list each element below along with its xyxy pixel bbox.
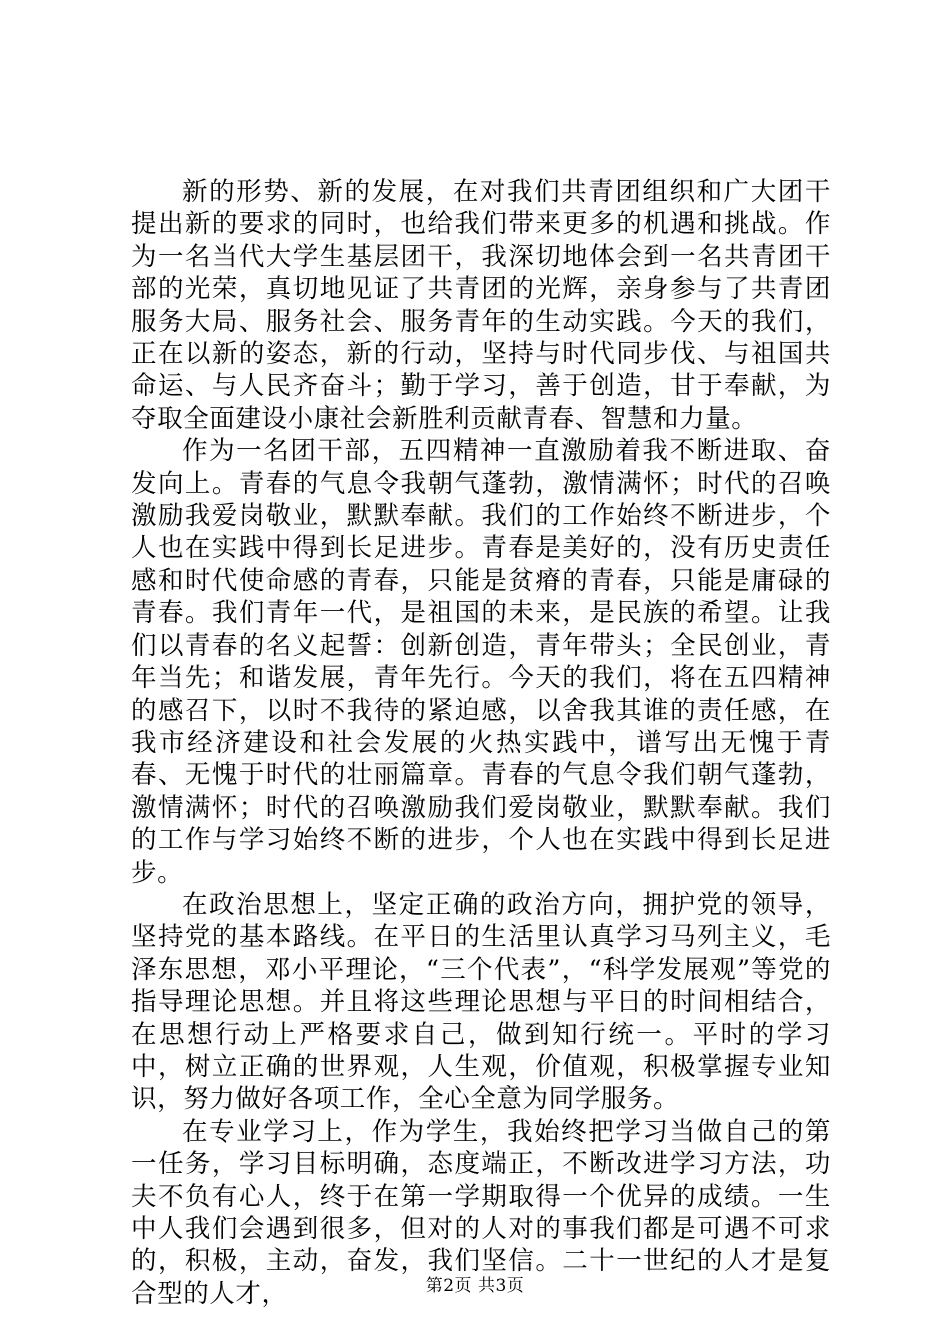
document-body xyxy=(131,176,831,1310)
paragraph-3: 在政治思想上，坚定正确的政治方向，拥护党的领导，坚持党的基本路线。在平日的生活里认真学习马列主义，毛泽东思想，邓小平理论，“三个代表”，“科学发展观”等党的指导理论思想。并且将这些理论思想与平日的时间相结合，在思想行动上严格要求自己，做到知行统一。平时的学习中，树立正确的世界观，人生观，价值观，积极掌握专业知识，努力做好各项工作，全心全意为同学服务。 xyxy=(131,889,831,1115)
page-number-footer: 第2页 共3页 xyxy=(425,1276,525,1296)
paragraph-2: 作为一名团干部，五四精神一直激励着我不断进取、奋发向上。青春的气息令我朝气蓬勃，激情满怀；时代的召唤激励我爱岗敬业，默默奉献。我们的工作始终不断进步，个人也在实践中得到长足进步。青春是美好的，没有历史责任感和时代使命感的青春，只能是贫瘠的青春，只能是庸碌的青春。我们青年一代，是祖国的未来，是民族的希望。让我们以青春的名义起誓：创新创造，青年带头；全民创业，青年当先；和谐发展，青年先行。今天的我们，将在五四精神的感召下，以时不我待的紧迫感，以舍我其谁的责任感，在我市经济建设和社会发展的火热实践中，谱写出无愧于青春、无愧于时代的壮丽篇章。青春的气息令我们朝气蓬勃，激情满怀；时代的召唤激励我们爱岗敬业，默默奉献。我们的工作与学习始终不断的进步，个人也在实践中得到长足进步。 xyxy=(131,436,831,888)
paragraph-4: 在专业学习上，作为学生，我始终把学习当做自己的第一任务，学习目标明确，态度端正，不断改进学习方法，功夫不负有心人，终于在第一学期取得一个优异的成绩。一生中人我们会遇到很多，但对的人对的事我们都是可遇不可求的，积极，主动，奋发，我们坚信。二十一世纪的人才是复合型的人才， xyxy=(131,1116,831,1309)
paragraph-1: 新的形势、新的发展，在对我们共青团组织和广大团干提出新的要求的同时，也给我们带来更多的机遇和挑战。作为一名当代大学生基层团干，我深切地体会到一名共青团干部的光荣，真切地见证了共青团的光辉，亲身参与了共青团服务大局、服务社会、服务青年的生动实践。今天的我们，正在以新的姿态，新的行动，坚持与时代同步伐、与祖国共命运、与人民齐奋斗；勤于学习，善于创造，甘于奉献，为夺取全面建设小康社会新胜利贡献青春、智慧和力量。 xyxy=(131,177,831,434)
